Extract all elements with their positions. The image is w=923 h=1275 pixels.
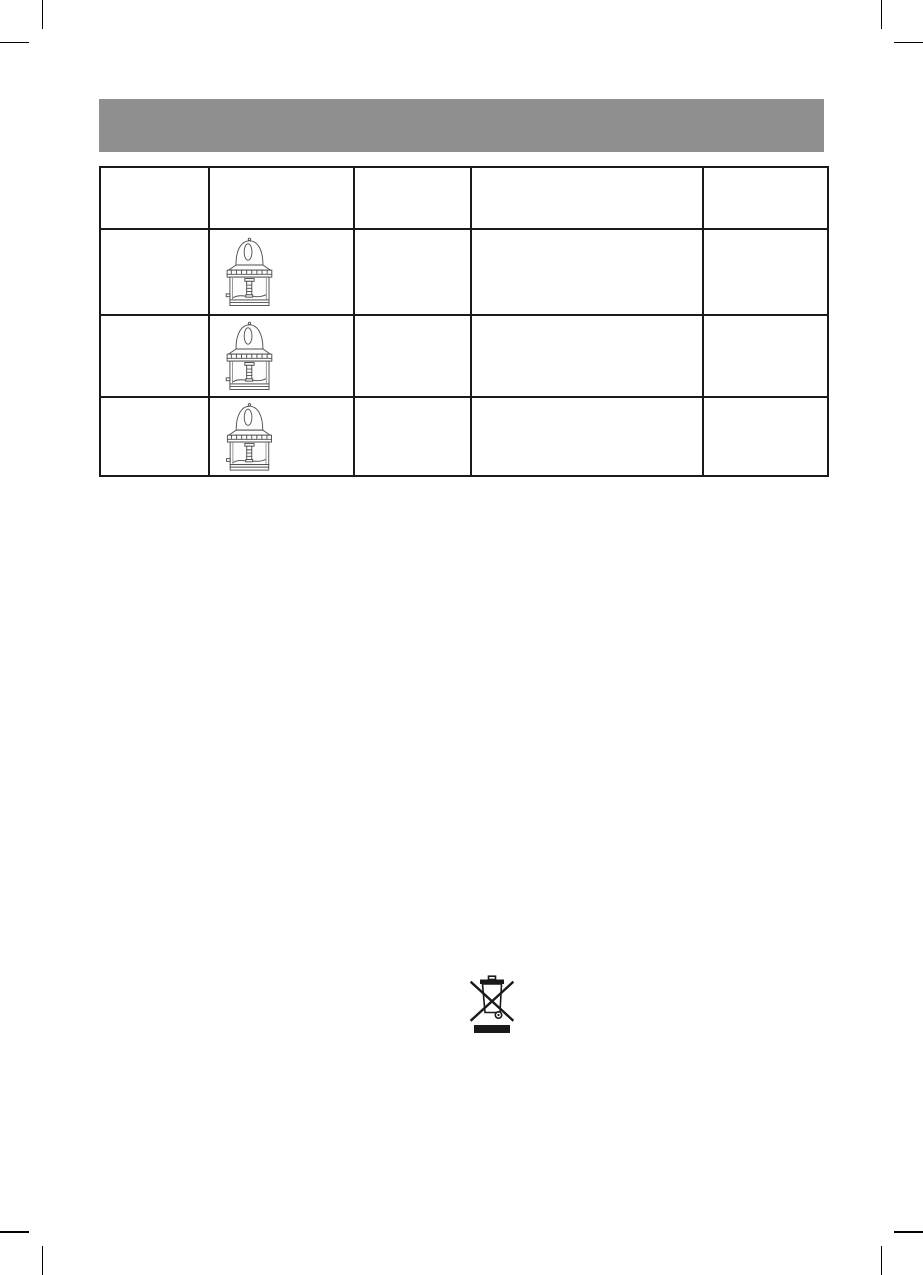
food-chopper-image [222,321,276,391]
table-cell [354,315,471,397]
crop-mark-bottom-left-vertical [42,1246,44,1275]
table-header-cell [703,167,828,229]
table-header-cell [471,167,703,229]
table-cell [703,315,828,397]
crop-mark-top-right-horizontal [894,42,923,44]
crop-mark-top-left-vertical [42,0,44,29]
weee-underline-bar [474,1025,510,1033]
crop-mark-top-right-vertical [881,0,883,29]
table-cell-product-image [209,229,354,315]
crop-mark-bottom-left-horizontal [0,1231,29,1233]
table-cell [100,397,209,476]
table-cell [471,315,703,397]
table-header-cell [209,167,354,229]
table-cell [471,229,703,315]
table-cell [703,229,828,315]
food-chopper-image [222,403,276,471]
bin-handle [489,976,496,979]
table-cell-product-image [209,397,354,476]
crop-mark-top-left-horizontal [0,42,29,44]
table-cell [703,397,828,476]
table-header-cell [354,167,471,229]
table-row [100,315,828,397]
crop-mark-bottom-right-horizontal [894,1231,923,1233]
table-header-cell [100,167,209,229]
table-cell [471,397,703,476]
weee-crossed-out-bin-icon [469,975,515,1042]
food-chopper-image [222,237,276,307]
table-cell [354,229,471,315]
table-cell [354,397,471,476]
table-cell-product-image [209,315,354,397]
table-row [100,229,828,315]
table-header-row [100,167,828,229]
bin-wheel-hub [497,1014,499,1016]
table-cell [100,229,209,315]
crop-mark-bottom-right-vertical [881,1246,883,1275]
section-header-band [99,99,824,152]
table-cell [100,315,209,397]
spec-table [99,166,829,477]
table-row [100,397,828,476]
